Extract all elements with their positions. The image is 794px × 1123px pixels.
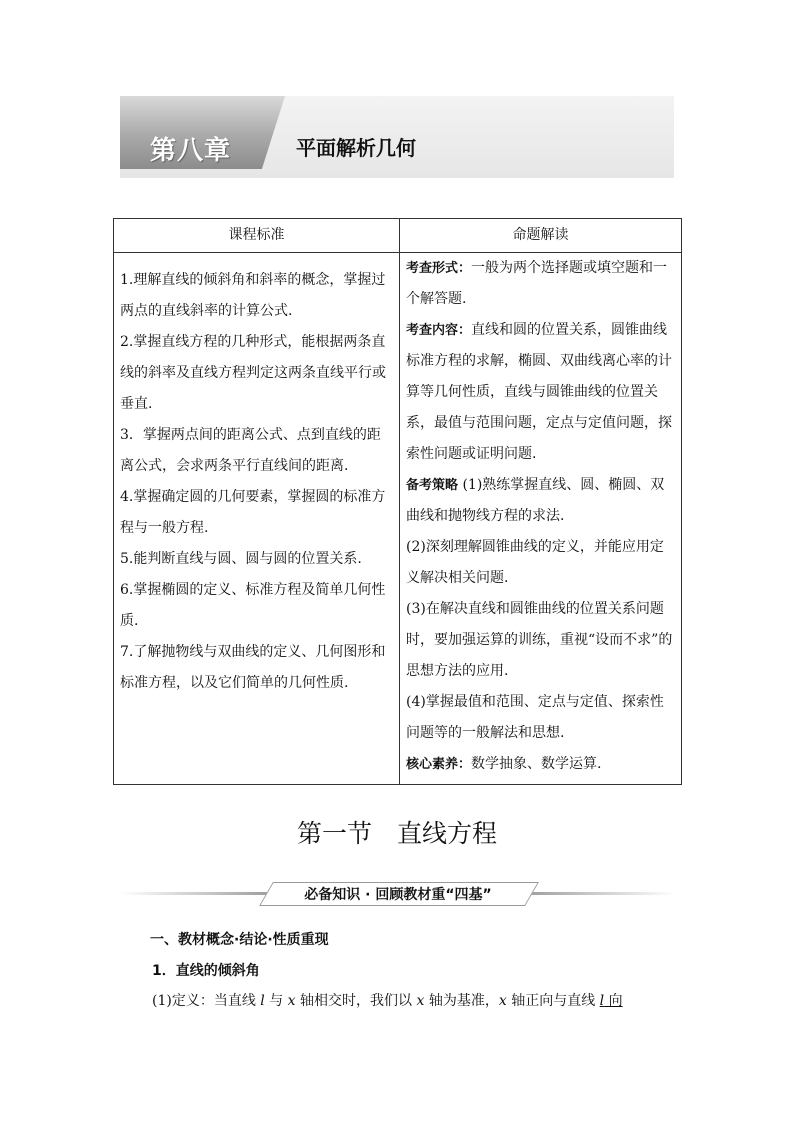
core-literacy-text: 数学抽象、数学运算. [471,756,602,772]
header-standards: 课程标准 [114,219,400,253]
bar-line-left [120,892,276,895]
heading-concepts: 一、教材概念·结论·性质重现 [150,932,329,948]
strategy-3: (3)在解决直线和圆锥曲线的位置关系问题时，要加强运算的训练，重视“设而不求”的思想方法的应用. [406,601,673,679]
exam-form-label: 考查形式： [406,261,472,276]
strategy-1 [406,470,675,532]
var-l: l [599,993,605,1009]
table-row [114,253,682,785]
standard-item: 7.了解抛物线与双曲线的定义、几何图形和标准方程，以及它们简单的几何性质. [120,644,386,691]
para-mid: 轴正向与直线 [506,993,600,1009]
standard-item: 6.掌握椭圆的定义、标准方程及简单几何性质. [120,582,386,629]
chapter-label: 第八章 [150,136,232,166]
chapter-title: 平面解析几何 [296,136,416,160]
standard-item: 2.掌握直线方程的几种形式，能根据两条直线的斜率及直线方程判定这两条直线平行或垂直. [120,334,386,412]
var-x: x [498,993,507,1009]
var-l: l [260,993,265,1009]
strategy-text-1: (1)熟练掌握直线、圆、椭圆、双曲线和抛物线方程的求法. [406,477,665,524]
exam-content [406,315,675,470]
exam-form [406,253,675,315]
curriculum-table [113,218,682,785]
heading-inclination: 1．直线的倾斜角 [152,963,260,979]
definition-paragraph [152,990,682,1010]
interpretation-cell [400,253,682,785]
var-x: x [287,993,296,1009]
para-prefix: (1)定义：当直线 [152,993,261,1009]
para-mid: 与 [264,993,288,1009]
section-title: 第一节 直线方程 [296,819,497,848]
strategy-2: (2)深刻理解圆锥曲线的定义，并能应用定义解决相关问题. [406,539,664,586]
standard-item: 1.理解直线的倾斜角和斜率的概念，掌握过两点的直线斜率的计算公式. [120,272,386,319]
knowledge-bar [120,882,676,904]
exam-form-text: 一般为两个选择题或填空题和一个解答题. [406,260,668,307]
core-literacy-label: 核心素养： [406,757,472,772]
standards-cell [114,253,400,785]
standard-item: 3．掌握两点间的距离公式、点到直线的距离公式，会求两条平行直线间的距离. [120,427,381,474]
exam-content-text: 直线和圆的位置关系，圆锥曲线标准方程的求解，椭圆、双曲线离心率的计算等几何性质，直线与圆锥曲线的位置关系，最值与范围问题，定点与定值问题，探索性问题或证明问题. [406,322,672,462]
strategy-4: (4)掌握最值和范围、定点与定值、探索性问题等的一般解法和思想. [406,694,664,741]
table-header-row [114,219,682,253]
para-mid: 轴为基准， [424,993,499,1009]
bar-line-right [520,892,676,895]
exam-content-label: 考查内容： [406,323,472,338]
core-literacy [406,749,675,780]
para-end: 向 [604,993,623,1009]
standard-item: 4.掌握确定圆的几何要素，掌握圆的标准方程与一般方程. [120,489,386,536]
strategy-label: 备考策略 [406,478,459,493]
header-interpretation: 命题解读 [400,219,682,253]
bar-text: 必备知识 · 回顾教材重“四基” [304,887,492,903]
var-x: x [416,993,425,1009]
para-mid: 轴相交时，我们以 [295,993,417,1009]
chapter-banner [120,96,674,178]
standard-item: 5.能判断直线与圆、圆与圆的位置关系. [120,551,362,567]
